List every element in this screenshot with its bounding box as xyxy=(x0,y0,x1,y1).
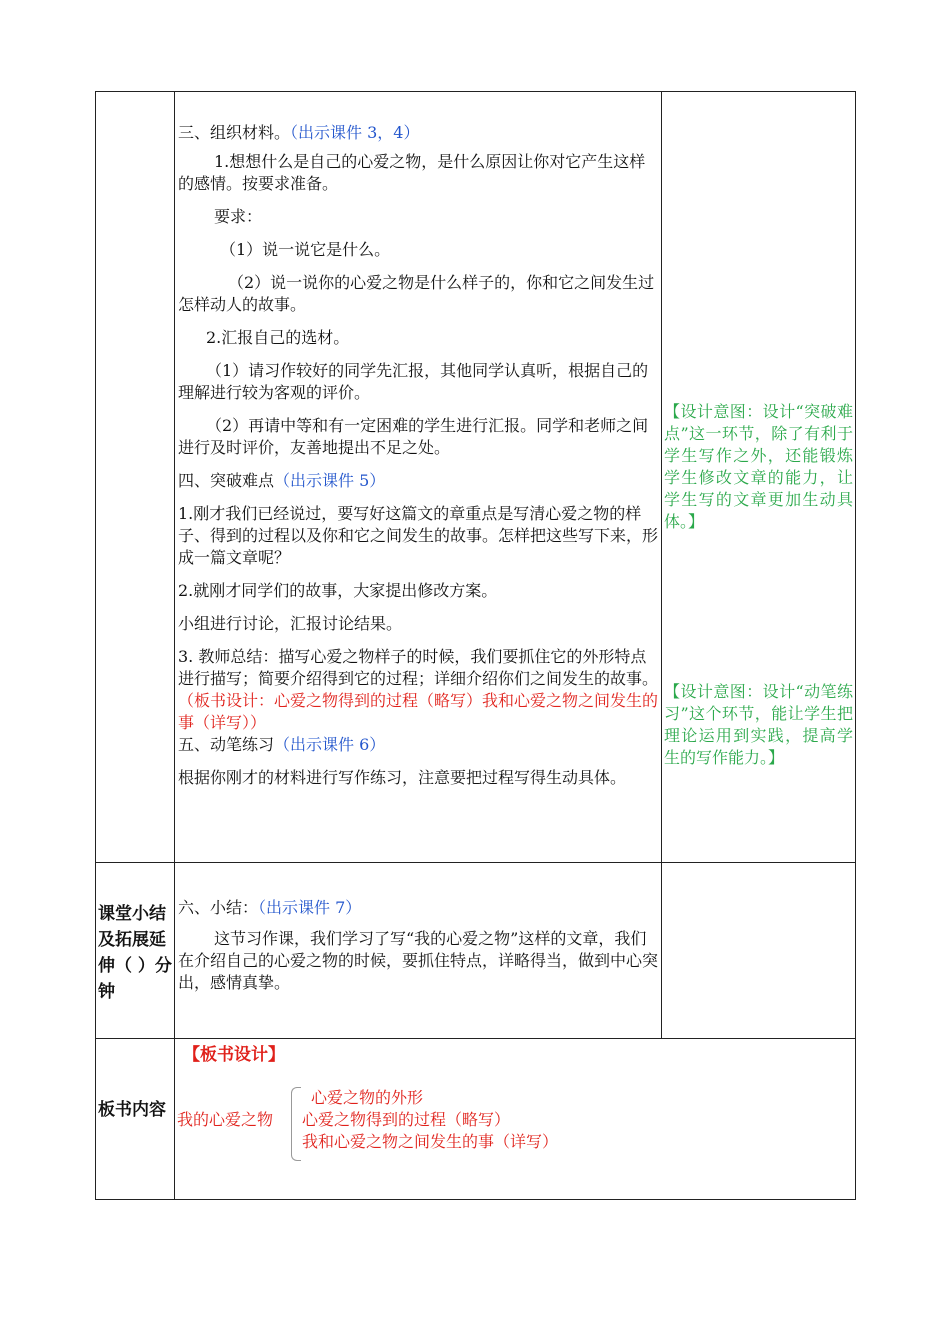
main-row xyxy=(96,92,856,863)
lesson-plan-table xyxy=(95,91,856,1200)
board-label-cell xyxy=(96,1039,175,1200)
paragraph: 这节习作课，我们学习了写“我的心爱之物”这样的文章，我们在介绍自己的心爱之物的时候，要抓住特点，详略得当，做到中心突出，感情真挚。 xyxy=(178,929,659,992)
section-five-heading: 五、动笔练习（出示课件 6） xyxy=(178,735,386,754)
board-branch: 心爱之物得到的过程（略写） xyxy=(302,1110,511,1129)
paragraph: （2）再请中等和有一定困难的学生进行汇报。同学和老师之间进行及时评价，友善地提出不足之处。 xyxy=(178,416,649,457)
courseware-ref: （出示课件 5） xyxy=(274,471,386,490)
section-six-heading: 六、小结：（出示课件 7） xyxy=(178,898,362,917)
design-intent-note-2: 【设计意图：设计“动笔练习”这个环节，能让学生把理论运用到实践，提高学生的写作能力。】 xyxy=(664,682,853,767)
summary-label-cell xyxy=(96,863,175,1039)
courseware-ref: （出示课件 7） xyxy=(258,898,362,917)
main-content-cell xyxy=(175,92,662,863)
paragraph: 根据你刚才的材料进行写作练习，注意要把过程写得生动具体。 xyxy=(178,768,627,787)
summary-notes-cell xyxy=(662,863,856,1039)
paragraph: 1.刚才我们已经说过，要写好这篇文的章重点是写清心爱之物的样子、得到的过程以及你和它之间发生的故事。怎样把这些写下来，形成一篇文章呢？ xyxy=(178,504,659,567)
board-branch: 心爱之物的外形 xyxy=(311,1088,424,1107)
summary-row xyxy=(96,863,856,1039)
summary-content-cell xyxy=(175,863,662,1039)
section-four-heading: 四、突破难点（出示课件 5） xyxy=(178,471,386,490)
paragraph: 要求： xyxy=(214,207,263,226)
paragraph: 2.汇报自己的选材。 xyxy=(206,328,350,347)
design-intent-note-1: 【设计意图：设计“突破难点”这一环节，除了有利于学生写作之外，还能锻炼学生修改文章的能力，让学生写的文章更加生动具体。】 xyxy=(664,402,853,531)
paragraph: （1）请习作较好的同学先汇报，其他同学认真听，根据自己的理解进行较为客观的评价。 xyxy=(178,361,649,402)
brace-bracket xyxy=(291,1087,301,1161)
board-design-note: （板书设计：心爱之物得到的过程（略写）我和心爱之物之间发生的事（详写）） xyxy=(178,691,659,732)
design-intent-cell xyxy=(662,92,856,863)
paragraph: 1.想想什么是自己的心爱之物，是什么原因让你对它产生这样的感情。按要求准备。 xyxy=(178,152,646,193)
paragraph: （2）说一说你的心爱之物是什么样子的，你和它之间发生过怎样动人的故事。 xyxy=(178,273,655,314)
board-branch: 我和心爱之物之间发生的事（详写） xyxy=(302,1132,559,1151)
board-label: 板书内容 xyxy=(98,1100,166,1120)
paragraph: 3. 教师总结：描写心爱之物样子的时候，我们要抓住它的外形特点进行描写；简要介绍得到它的过程；详细介绍你们之间发生的故事。 xyxy=(178,647,659,688)
board-row xyxy=(96,1039,856,1200)
board-content-cell xyxy=(175,1039,856,1200)
main-label-cell xyxy=(96,92,175,863)
courseware-ref: （出示课件 3，4） xyxy=(290,123,420,142)
paragraph: （1）说一说它是什么。 xyxy=(220,240,391,259)
board-title: 【板书设计】 xyxy=(183,1045,285,1065)
courseware-ref: （出示课件 6） xyxy=(274,735,386,754)
paragraph: 2.就刚才同学们的故事，大家提出修改方案。 xyxy=(178,581,498,600)
board-design xyxy=(175,1039,855,1198)
section-three-heading: 三、组织材料。（出示课件 3，4） xyxy=(178,123,420,142)
summary-label: 课堂小结及拓展延伸（ ）分钟 xyxy=(98,904,172,1002)
paragraph: 小组进行讨论，汇报讨论结果。 xyxy=(178,614,403,633)
board-root: 我的心爱之物 xyxy=(177,1110,274,1129)
